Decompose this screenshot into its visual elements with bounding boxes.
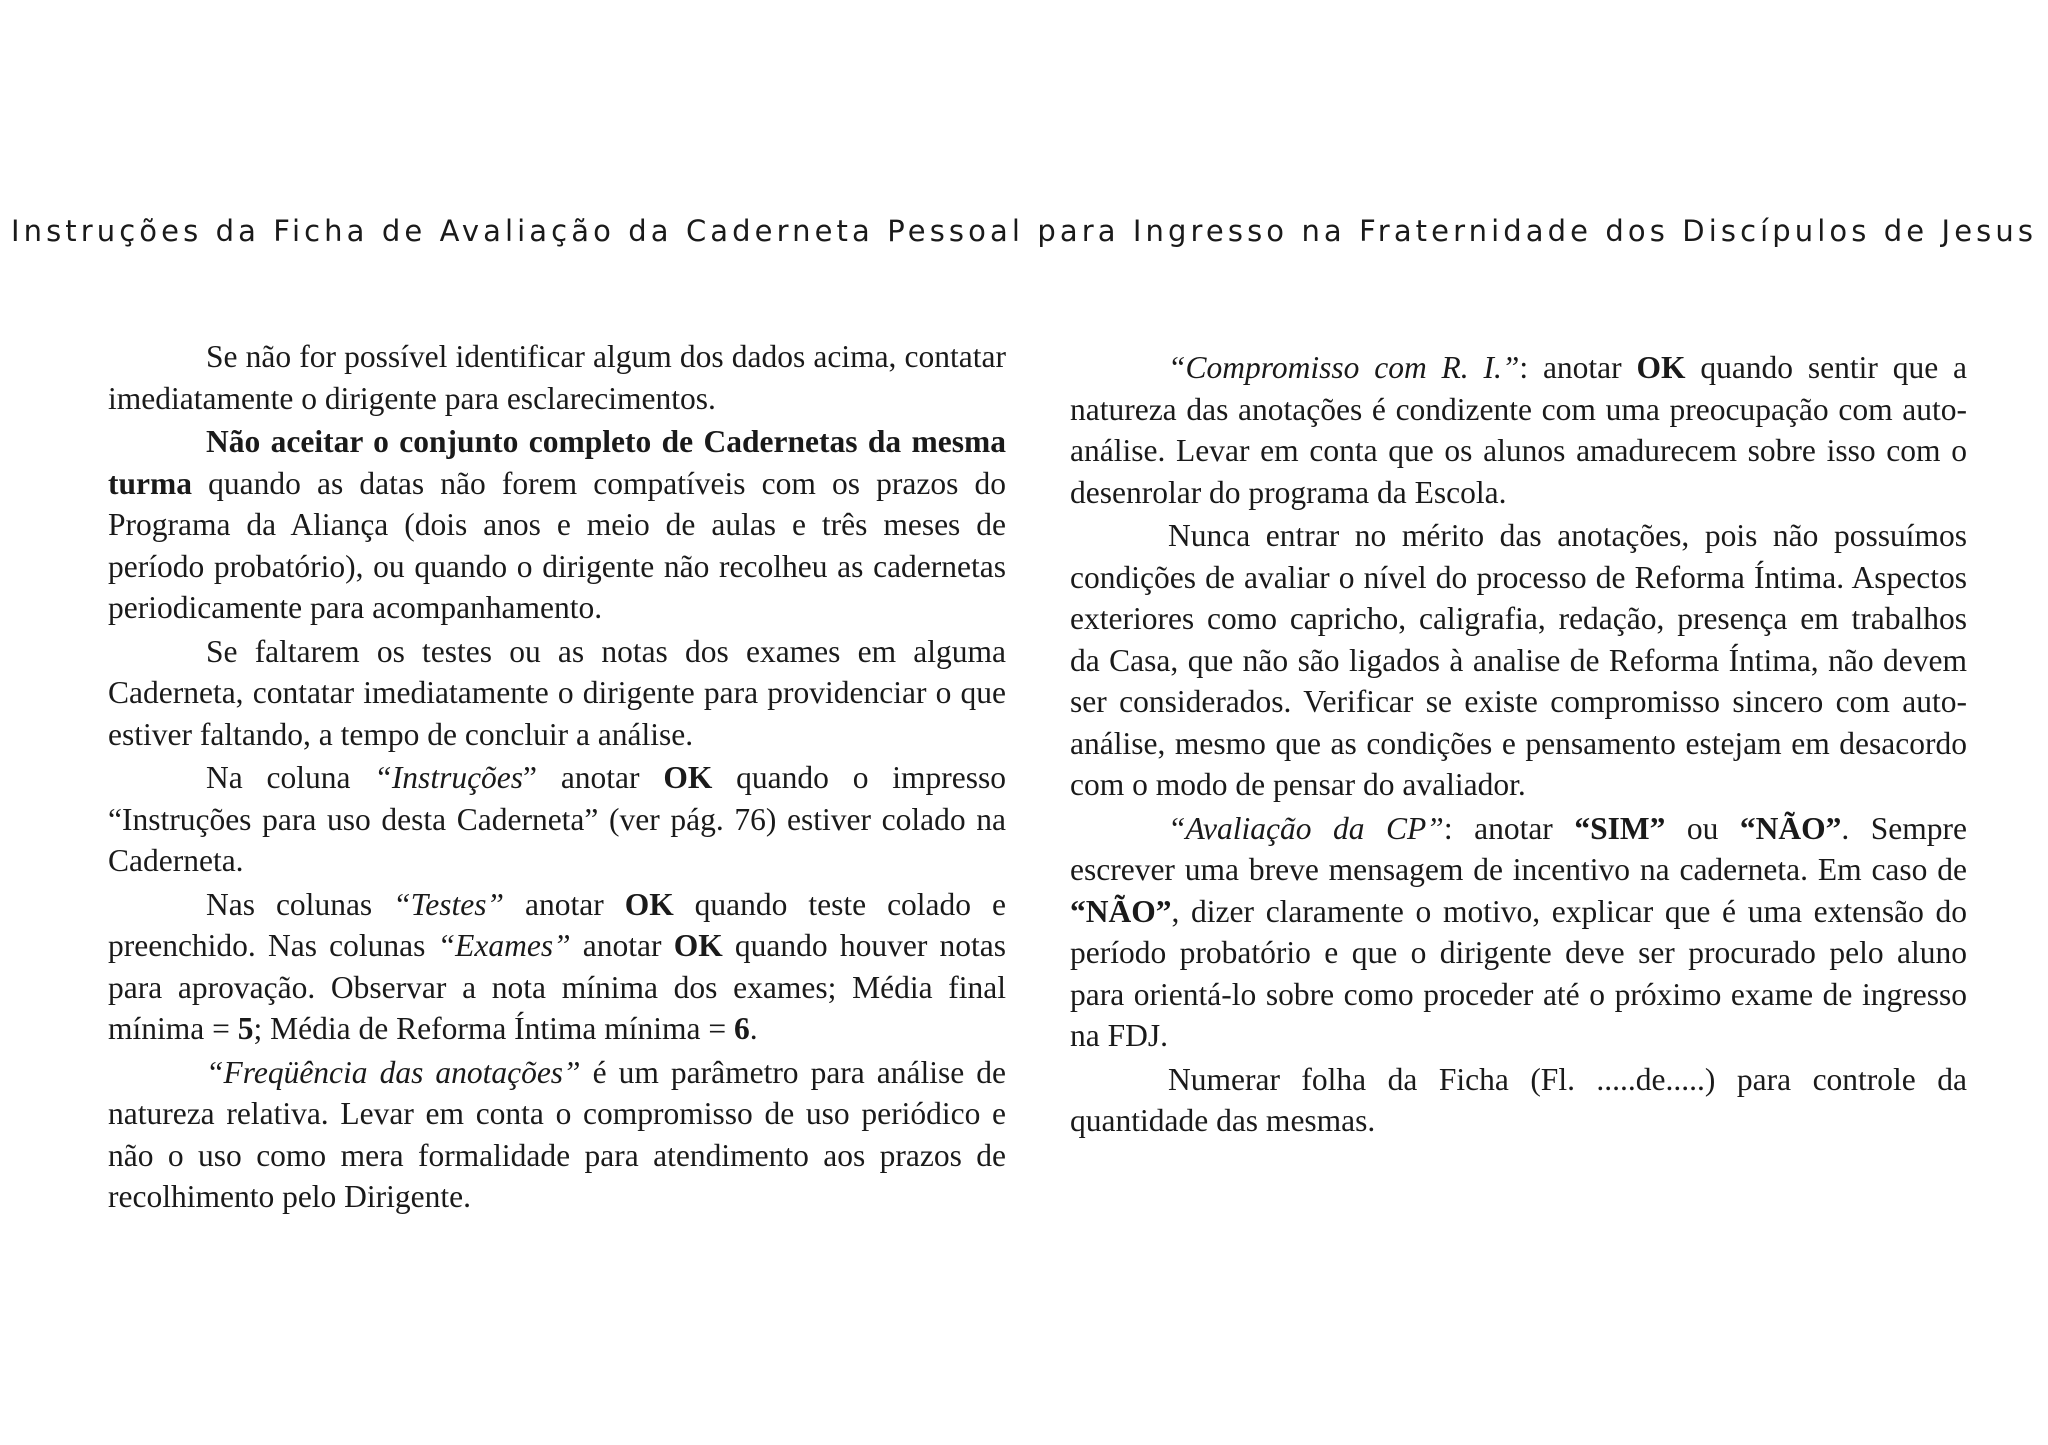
text-run: é um parâmetro para análise de natureza relativa. Levar em conta o compromisso de uso periódico e não o uso como mera formalidade para atendimento aos prazos de recolhimento pelo Dirigente. xyxy=(108,1054,1006,1214)
bold-text: “SIM” xyxy=(1574,810,1666,846)
paragraph xyxy=(1070,808,1967,1057)
italic-text: “Exames” xyxy=(437,928,571,963)
paragraph xyxy=(108,336,1006,419)
paragraph xyxy=(1070,347,1967,513)
paragraph xyxy=(108,884,1006,1050)
text-run: . xyxy=(749,1011,758,1046)
bold-text: OK xyxy=(673,928,723,963)
text-run: Numerar folha da Ficha (Fl. .....de.....) para controle da quantidade das mesmas. xyxy=(1070,1061,1967,1138)
italic-text: “Avaliação da CP” xyxy=(1168,810,1444,846)
italic-text: “Compromisso com R. I.” xyxy=(1168,350,1520,385)
bold-text: OK xyxy=(624,886,674,922)
text-run: ; Média de Reforma Íntima mínima = xyxy=(253,1011,735,1046)
paragraph xyxy=(1070,1059,1967,1142)
text-run: anotar xyxy=(504,886,625,922)
bold-text: OK xyxy=(1636,350,1686,385)
paragraph xyxy=(108,1052,1006,1218)
text-run: : anotar xyxy=(1443,810,1575,846)
text-run: . Sempre escrever uma breve mensagem de incentivo na caderneta. Em caso de xyxy=(1070,810,1967,887)
left-column xyxy=(108,336,1006,1220)
bold-text: “NÃO” xyxy=(1739,810,1842,846)
italic-text: “Freqüência das anotações” xyxy=(206,1054,581,1090)
text-run: quando teste colado e preenchido. Nas colunas xyxy=(108,886,1006,963)
text-run: quando as datas não forem compatíveis com os prazos do Programa da Aliança (dois anos e meio de aulas e três meses de período probatório), ou quando o dirigente não recolheu as cadernetas periodicamente para acompanhamento. xyxy=(108,465,1006,625)
bold-text: Não aceitar o conjunto completo de Cadernetas da mesma turma xyxy=(108,424,1006,501)
paragraph xyxy=(108,757,1006,882)
text-run: Nas colunas xyxy=(206,886,394,922)
page-title: Instruções da Ficha de Avaliação da Caderneta Pessoal para Ingresso na Fraternidade dos Discípulos de Jesus xyxy=(10,214,2038,248)
text-run: quando o impresso “Instruções para uso desta Caderneta” (ver pág. 76) estiver colado na Caderneta. xyxy=(108,760,1006,878)
bold-text: OK xyxy=(663,760,713,795)
text-run: Nunca entrar no mérito das anotações, pois não possuímos condições de avaliar o nível do processo de Reforma Íntima. Aspectos exteriores como capricho, caligrafia, redação, presença em trabalhos da Casa, que não são ligados à analise de Reforma Íntima, não devem ser considerados. Verificar se existe compromisso sincero com auto-análise, mesmo que as condições e pensamento estejam em desacordo com o modo de pensar do avaliador. xyxy=(1070,518,1967,802)
right-column xyxy=(1070,347,1967,1144)
bold-text: 5 xyxy=(237,1011,254,1046)
text-run: Na coluna xyxy=(206,760,375,795)
text-run: quando houver notas para aprovação. Observar a nota mínima dos exames; Média final mínima = xyxy=(108,928,1006,1046)
text-run: Se não for possível identificar algum dos dados acima, contatar imediatamente o dirigente para esclarecimentos. xyxy=(108,339,1006,416)
text-run: quando sentir que a natureza das anotações é condizente com uma preocupação com auto-análise. Levar em conta que os alunos amadurecem sobre isso com o desenrolar do programa da Escola. xyxy=(1070,350,1967,510)
text-run: , dizer claramente o motivo, explicar que é uma extensão do período probatório e que o dirigente deve ser procurado pelo aluno para orientá-lo sobre como proceder até o próximo exame de ingresso na FDJ. xyxy=(1070,893,1967,1053)
text-run: : anotar xyxy=(1519,350,1637,385)
italic-text: “Instruções xyxy=(374,760,524,795)
text-run: Se faltarem os testes ou as notas dos exames em alguma Caderneta, contatar imediatamente o dirigente para providenciar o que estiver faltando, a tempo de concluir a análise. xyxy=(108,633,1006,752)
bold-text: “NÃO” xyxy=(1070,893,1172,929)
paragraph xyxy=(1070,515,1967,806)
paragraph xyxy=(108,421,1006,629)
italic-text: “Testes” xyxy=(393,886,505,922)
paragraph xyxy=(108,631,1006,756)
text-run: ” anotar xyxy=(523,760,664,795)
bold-text: 6 xyxy=(734,1011,750,1046)
text-run: ou xyxy=(1665,810,1740,846)
text-run: anotar xyxy=(570,928,674,963)
